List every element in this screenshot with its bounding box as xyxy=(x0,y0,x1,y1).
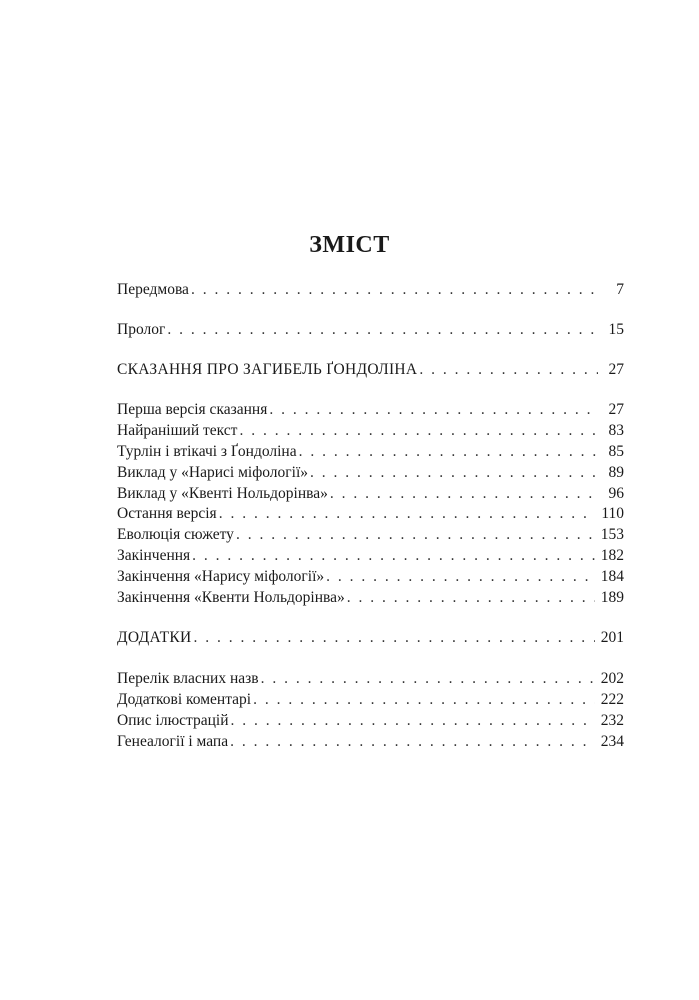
toc-entry-title: Опис ілюстрацій xyxy=(117,711,229,729)
toc-entry[interactable] xyxy=(117,484,624,505)
dot-leader xyxy=(167,320,598,341)
toc-entry-title: Закінчення «Квенти Нольдорінва» xyxy=(117,588,345,606)
section-gap xyxy=(117,301,624,320)
toc-entry-page: 189 xyxy=(600,588,624,606)
toc-entry-page: 110 xyxy=(601,505,624,523)
dot-leader xyxy=(191,280,598,301)
toc-entry-page: 96 xyxy=(608,484,624,502)
toc-entry-page: 232 xyxy=(600,711,624,729)
toc-entry-page: 15 xyxy=(608,320,624,338)
toc-entry-title: Закінчення xyxy=(117,546,191,564)
toc-entry[interactable] xyxy=(117,504,624,525)
toc-entry-title: Найраніший текст xyxy=(117,422,238,440)
toc-entry-page: 184 xyxy=(600,567,624,585)
dot-leader xyxy=(219,504,596,525)
toc-entry[interactable] xyxy=(117,690,624,711)
toc-entry-page: 202 xyxy=(600,670,624,688)
toc-entry[interactable] xyxy=(117,546,624,567)
toc-entry-title: Закінчення «Нарису міфології» xyxy=(117,567,325,585)
toc-entry-page: 234 xyxy=(600,732,624,750)
dot-leader xyxy=(269,400,598,421)
dot-leader xyxy=(299,442,598,463)
toc-entry-page: 27 xyxy=(608,401,624,419)
toc-entry[interactable] xyxy=(117,711,624,732)
toc-entry[interactable] xyxy=(117,421,624,442)
section-gap xyxy=(117,341,624,360)
toc-entry-title: Еволюція сюжету xyxy=(117,526,234,544)
dot-leader xyxy=(419,360,598,381)
dot-leader xyxy=(326,567,595,588)
toc-entry-title: Перша версія сказання xyxy=(117,401,268,419)
toc-entry[interactable] xyxy=(117,280,624,301)
toc-entry-title: Остання версія xyxy=(117,505,217,523)
dot-leader xyxy=(192,546,595,567)
toc-part-heading[interactable] xyxy=(117,628,624,649)
dot-leader xyxy=(230,732,595,753)
toc-entry[interactable] xyxy=(117,567,624,588)
dot-leader xyxy=(236,525,595,546)
section-gap xyxy=(117,649,624,669)
dot-leader xyxy=(261,669,595,690)
toc-entry[interactable] xyxy=(117,732,624,753)
table-of-contents xyxy=(117,280,624,752)
toc-entry[interactable] xyxy=(117,669,624,690)
page-title: ЗМІСТ xyxy=(309,232,390,258)
toc-entry-title: Додаткові коментарі xyxy=(117,690,252,708)
dot-leader xyxy=(310,463,598,484)
toc-entry-title: СКАЗАННЯ ПРО ЗАГИБЕЛЬ ҐОНДОЛІНА xyxy=(117,360,418,378)
toc-entry-page: 222 xyxy=(600,690,624,708)
toc-entry-title: Виклад у «Квенті Нольдорінва» xyxy=(117,484,328,502)
section-gap xyxy=(117,380,624,400)
dot-leader xyxy=(347,588,595,609)
dot-leader xyxy=(253,690,595,711)
dot-leader xyxy=(330,484,598,505)
toc-entry-page: 153 xyxy=(600,526,624,544)
toc-entry-title: Перелік власних назв xyxy=(117,670,259,688)
toc-entry[interactable] xyxy=(117,320,624,341)
section-gap xyxy=(117,608,624,628)
toc-entry-title: Турлін і втікачі з Ґондоліна xyxy=(117,442,297,460)
toc-entry-page: 7 xyxy=(616,281,624,298)
toc-entry-title: Пролог xyxy=(117,320,166,338)
dot-leader xyxy=(239,421,598,442)
toc-entry-title: Генеалогії і мапа xyxy=(117,732,229,750)
toc-entry-title: ДОДАТКИ xyxy=(117,629,192,647)
dot-leader xyxy=(231,711,595,732)
toc-entry-page: 182 xyxy=(600,546,624,564)
toc-entry-page: 89 xyxy=(608,463,624,481)
toc-entry[interactable] xyxy=(117,525,624,546)
toc-entry-page: 83 xyxy=(608,422,624,440)
toc-entry[interactable] xyxy=(117,400,624,421)
toc-entry-title: Виклад у «Нарисі міфології» xyxy=(117,463,309,481)
toc-entry-page: 27 xyxy=(608,360,624,378)
toc-entry[interactable] xyxy=(117,463,624,484)
toc-entry-page: 201 xyxy=(600,629,624,647)
toc-entry-page: 85 xyxy=(608,442,624,460)
toc-entry-title: Передмова xyxy=(117,281,189,298)
dot-leader xyxy=(194,628,595,649)
toc-part-heading[interactable] xyxy=(117,360,624,381)
toc-entry[interactable] xyxy=(117,442,624,463)
toc-entry[interactable] xyxy=(117,588,624,609)
